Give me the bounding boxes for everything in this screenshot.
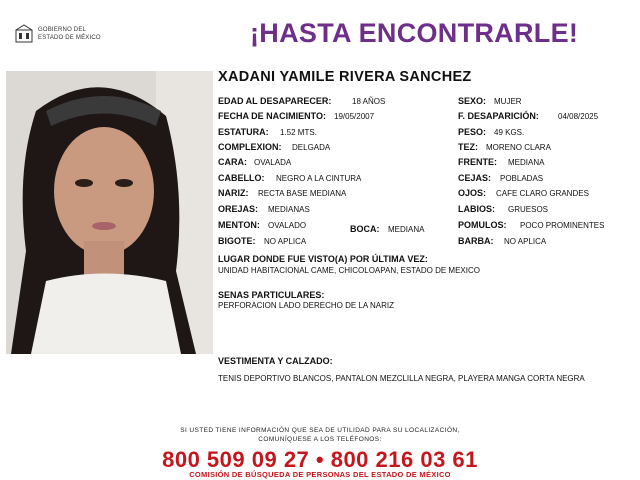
label-desaparicion: F. DESAPARICIÓN: [458, 111, 539, 121]
label-complexion: COMPLEXION: [218, 142, 282, 152]
value-cejas: POBLADAS [500, 174, 544, 183]
gov-line-1: GOBIERNO DEL [38, 27, 87, 33]
value-pomulos: POCO PROMINENTES [520, 221, 605, 230]
value-nacimiento: 19/05/2007 [334, 112, 375, 121]
label-orejas: OREJAS: [218, 204, 259, 214]
value-sexo: MUJER [494, 97, 522, 106]
label-lugar: LUGAR DONDE FUE VISTO(A) POR ÚLTIMA VEZ: [218, 254, 428, 264]
value-barba: NO APLICA [504, 237, 547, 246]
label-cara: CARA: [218, 157, 247, 167]
label-nacimiento: FECHA DE NACIMIENTO: [218, 111, 326, 121]
state-seal-icon [14, 24, 34, 44]
label-menton: MENTON: [218, 220, 260, 230]
value-cabello: NEGRO A LA CINTURA [276, 174, 362, 183]
label-estatura: ESTATURA: [218, 127, 269, 137]
label-nariz: NARIZ: [218, 188, 249, 198]
value-tez: MORENO CLARA [486, 143, 551, 152]
value-desaparicion: 04/08/2025 [558, 112, 599, 121]
label-frente: FRENTE: [458, 157, 497, 167]
phone-numbers: 800 509 09 27 • 800 216 03 61 [162, 447, 478, 472]
government-logo [14, 24, 124, 46]
value-peso: 49 KGS. [494, 128, 525, 137]
value-orejas: MEDIANAS [268, 205, 310, 214]
label-cabello: CABELLO: [218, 173, 265, 183]
label-senas: SENAS PARTICULARES: [218, 290, 325, 300]
gov-line-2: ESTADO DE MÉXICO [38, 35, 101, 41]
value-cara: OVALADA [254, 158, 292, 167]
label-bigote: BIGOTE: [218, 236, 256, 246]
contact-note [0, 426, 640, 444]
value-senas: PERFORACION LADO DERECHO DE LA NARIZ [218, 301, 395, 310]
headline: ¡HASTA ENCONTRARLE! [250, 18, 579, 48]
value-boca: MEDIANA [388, 225, 425, 234]
label-vestimenta: VESTIMENTA Y CALZADO: [218, 356, 333, 366]
value-labios: GRUESOS [508, 205, 549, 214]
label-pomulos: POMULOS: [458, 220, 507, 230]
contact-note-line-2: COMUNÍQUESE A LOS TELÉFONOS: [258, 436, 382, 443]
label-edad: EDAD AL DESAPARECER: [218, 96, 332, 106]
value-estatura: 1.52 MTS. [280, 128, 317, 137]
value-ojos: CAFE CLARO GRANDES [496, 189, 589, 198]
label-boca: BOCA: [350, 224, 380, 234]
missing-person-photo [6, 71, 213, 354]
label-peso: PESO: [458, 127, 487, 137]
value-nariz: RECTA BASE MEDIANA [258, 189, 347, 198]
value-bigote: NO APLICA [264, 237, 307, 246]
label-cejas: CEJAS: [458, 173, 492, 183]
value-vestimenta: TENIS DEPORTIVO BLANCOS, PANTALON MEZCLILLA NEGRA, PLAYERA MANGA CORTA NEGRA [218, 374, 585, 383]
commission-name: COMISIÓN DE BÚSQUEDA DE PERSONAS DEL ESTADO DE MÉXICO [189, 470, 451, 479]
value-edad: 18 AÑOS [352, 97, 386, 106]
value-complexion: DELGADA [292, 143, 331, 152]
label-barba: BARBA: [458, 236, 494, 246]
person-name: XADANI YAMILE RIVERA SANCHEZ [218, 69, 472, 85]
label-tez: TEZ: [458, 142, 478, 152]
label-labios: LABIOS: [458, 204, 495, 214]
label-ojos: OJOS: [458, 188, 487, 198]
value-menton: OVALADO [268, 221, 307, 230]
value-lugar: UNIDAD HABITACIONAL CAME, CHICOLOAPAN, ESTADO DE MEXICO [218, 266, 480, 275]
label-sexo: SEXO: [458, 96, 487, 106]
contact-note-line-1: SI USTED TIENE INFORMACIÓN QUE SEA DE UTILIDAD PARA SU LOCALIZACIÓN, [180, 427, 460, 434]
value-frente: MEDIANA [508, 158, 545, 167]
